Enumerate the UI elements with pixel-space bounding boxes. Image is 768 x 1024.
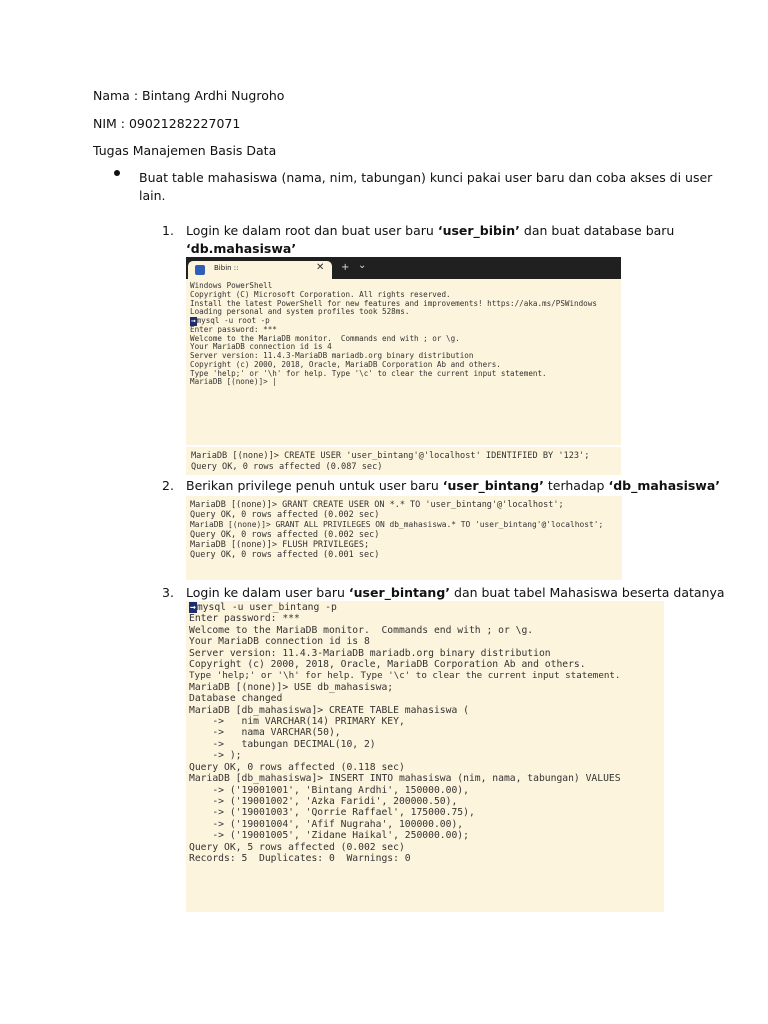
- terminal-line: Windows PowerShell: [190, 281, 273, 290]
- terminal-line: Server version: 11.4.3-MariaDB mariadb.org binary distribution: [190, 351, 474, 360]
- step-1-user: ‘user_bibin’: [437, 223, 520, 238]
- bullet-dot: [114, 170, 120, 176]
- terminal-line: -> ('19001004', 'Afif Nugraha', 100000.00),: [189, 818, 464, 830]
- terminal-line: -> tabungan DECIMAL(10, 2): [189, 738, 376, 750]
- terminal-line: MariaDB [(none)]> GRANT ALL PRIVILEGES ON db_mahasiswa.* TO 'user_bintang'@'localhost';: [190, 520, 604, 529]
- terminal-3-output: [186, 601, 664, 912]
- terminal-line: MariaDB [db_mahasiswa]> INSERT INTO mahasiswa (nim, nama, tabungan) VALUES: [189, 773, 621, 785]
- terminal-tab-title: Bibin ::: [214, 264, 239, 272]
- step-1-db: ‘db.mahasiswa’: [186, 241, 297, 256]
- terminal-line: Server version: 11.4.3-MariaDB mariadb.org binary distribution: [189, 647, 551, 659]
- terminal-line: Copyright (c) 2000, 2018, Oracle, MariaDB Corporation Ab and others.: [189, 659, 586, 671]
- prompt-arrow-icon: →: [190, 602, 196, 613]
- powershell-icon: [195, 265, 205, 275]
- terminal-line: Your MariaDB connection id is 4: [190, 342, 332, 352]
- step-number: 1.: [162, 223, 174, 238]
- terminal-line: Query OK, 0 rows affected (0.001 sec): [190, 550, 380, 560]
- terminal-line: MariaDB [(none)]> USE db_mahasiswa;: [189, 681, 394, 693]
- student-nim: NIM : 09021282227071: [93, 116, 241, 131]
- terminal-line: -> ('19001005', 'Zidane Haikal', 250000.00);: [189, 830, 469, 842]
- terminal-line: Enter password: ***: [189, 613, 300, 625]
- terminal-line: MariaDB [(none)]> CREATE USER 'user_bintang'@'localhost' IDENTIFIED BY '123';: [191, 451, 590, 461]
- new-tab-button[interactable]: +: [341, 262, 350, 273]
- terminal-1b-output: [186, 447, 621, 475]
- step-3-text-mid: dan buat tabel Mahasiswa beserta datanya: [450, 585, 725, 600]
- chevron-down-icon[interactable]: ⌄: [358, 260, 367, 271]
- terminal-line: MariaDB [(none)]> |: [190, 377, 277, 387]
- terminal-line: Install the latest PowerShell for new features and improvements! https://aka.ms/PSWindows: [190, 298, 597, 308]
- step-1-text: [186, 222, 674, 239]
- terminal-line: Query OK, 0 rows affected (0.002 sec): [190, 510, 380, 520]
- terminal-line: Query OK, 0 rows affected (0.118 sec): [189, 761, 405, 773]
- student-name: Nama : Bintang Ardhi Nugroho: [93, 88, 285, 103]
- step-3-text-pre: Login ke dalam user baru: [186, 585, 349, 600]
- step-1-text-pre: Login ke dalam root dan buat user baru: [186, 223, 438, 238]
- terminal-line: -> ('19001003', 'Qorrie Raffael', 175000.75),: [189, 807, 475, 819]
- terminal-line: Query OK, 0 rows affected (0.087 sec): [191, 461, 383, 472]
- terminal-line: MariaDB [(none)]> GRANT CREATE USER ON *.* TO 'user_bintang'@'localhost';: [190, 500, 564, 510]
- terminal-line: Welcome to the MariaDB monitor. Commands end with ; or \g.: [189, 624, 534, 636]
- terminal-line: Type 'help;' or '\h' for help. Type '\c' to clear the current input statement.: [189, 670, 621, 682]
- bullet-text-line2: lain.: [139, 188, 166, 203]
- terminal-line: -> ('19001001', 'Bintang Ardhi', 150000.00),: [189, 784, 469, 796]
- close-icon[interactable]: ✕: [316, 262, 325, 273]
- terminal-line: Welcome to the MariaDB monitor. Commands end with ; or \g.: [190, 333, 460, 343]
- step-1-database: [186, 240, 296, 257]
- prompt-arrow-icon: →: [191, 316, 196, 325]
- terminal-line: -> nim VARCHAR(14) PRIMARY KEY,: [189, 716, 405, 728]
- terminal-line: -> nama VARCHAR(50),: [189, 727, 341, 739]
- terminal-line: -> );: [189, 750, 242, 762]
- terminal-line: Type 'help;' or '\h' for help. Type '\c' to clear the current input statement.: [190, 368, 547, 378]
- terminal-2-output: [186, 496, 622, 580]
- terminal-line: Records: 5 Duplicates: 0 Warnings: 0: [189, 852, 411, 864]
- terminal-line: MariaDB [db_mahasiswa]> CREATE TABLE mahasiswa (: [189, 704, 469, 716]
- step-1-text-mid: dan buat database baru: [519, 223, 675, 238]
- terminal-command: mysql -u root -p: [196, 316, 270, 325]
- step-2-text: [186, 477, 720, 494]
- terminal-tab[interactable]: [188, 261, 332, 279]
- terminal-line: Query OK, 5 rows affected (0.002 sec): [189, 841, 405, 853]
- terminal-line: Database changed: [189, 693, 283, 705]
- terminal-1-output: [186, 279, 621, 445]
- step-2-text-pre: Berikan privilege penuh untuk user baru: [186, 478, 443, 493]
- terminal-line: Enter password: ***: [190, 324, 277, 334]
- bullet-text-line1: Buat table mahasiswa (nama, nim, tabungan) kunci pakai user baru dan coba akses di user: [139, 170, 713, 185]
- terminal-command: mysql -u user_bintang -p: [196, 602, 337, 613]
- step-number: 3.: [162, 585, 174, 600]
- terminal-line: [189, 602, 664, 613]
- step-number: 2.: [162, 478, 174, 493]
- step-2-user: ‘user_bintang’: [442, 478, 544, 493]
- step-2-text-mid: terhadap: [543, 478, 609, 493]
- step-2-db: ‘db_mahasiswa’: [608, 478, 721, 493]
- assignment-title: Tugas Manajemen Basis Data: [93, 143, 277, 158]
- step-3-user: ‘user_bintang’: [348, 585, 451, 600]
- terminal-line: Loading personal and system profiles took 528ms.: [190, 307, 410, 317]
- terminal-line: Copyright (C) Microsoft Corporation. All rights reserved.: [190, 289, 451, 299]
- terminal-line: MariaDB [(none)]> FLUSH PRIVILEGES;: [190, 540, 370, 550]
- terminal-line: Copyright (c) 2000, 2018, Oracle, MariaDB Corporation Ab and others.: [190, 359, 501, 369]
- terminal-line: Query OK, 0 rows affected (0.002 sec): [190, 530, 380, 540]
- terminal-line: -> ('19001002', 'Azka Faridi', 200000.50),: [189, 795, 458, 807]
- step-3-text: [186, 584, 725, 601]
- terminal-line: Your MariaDB connection id is 8: [189, 636, 370, 648]
